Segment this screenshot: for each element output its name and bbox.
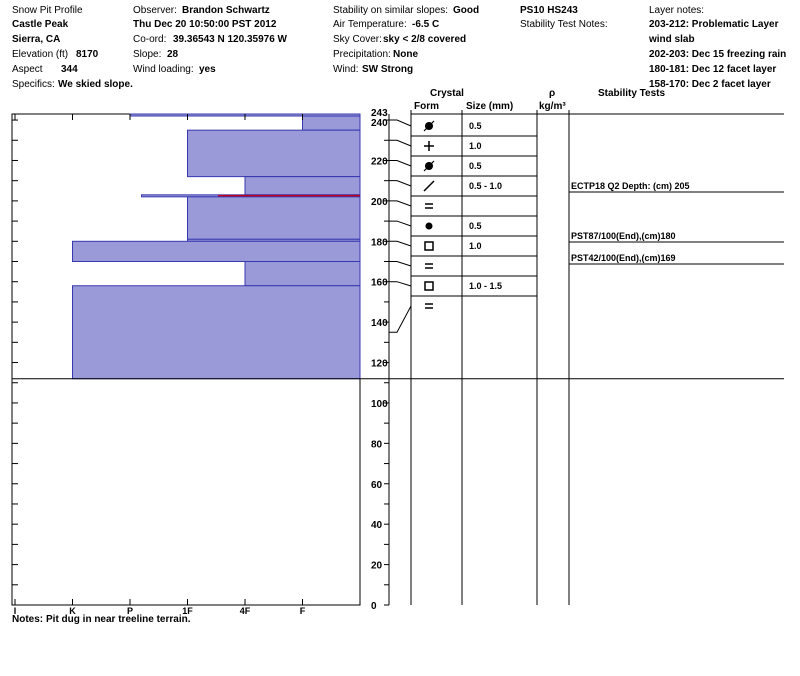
stability-test: ECTP18 Q2 Depth: (cm) 205: [571, 181, 690, 191]
coord-label: Co-ord:: [133, 34, 167, 45]
crystal-size: 1.0: [469, 241, 482, 251]
layer-note: 158-170: Dec 2 facet layer: [649, 79, 771, 90]
hardness-bar: [188, 130, 361, 176]
layer-connector: [389, 221, 411, 226]
depth-tick-label: 0: [371, 601, 377, 612]
air-temp-label: Air Temperature:: [333, 19, 407, 30]
layer-connector: [389, 160, 411, 166]
precip-value: None: [393, 49, 418, 60]
layer-note: 202-203: Dec 15 freezing rain: [649, 49, 787, 60]
hardness-tick-label: P: [126, 606, 134, 616]
stability-test-notes-label: Stability Test Notes:: [520, 19, 608, 30]
depth-tick-label: 243: [371, 108, 388, 119]
crystal-size: 0.5: [469, 161, 482, 171]
layer-note: 180-181: Dec 12 facet layer: [649, 64, 777, 75]
region: Sierra, CA: [12, 34, 61, 45]
hardness-tick-label: 1F: [182, 606, 193, 616]
stability-tests-header: Stability Tests: [598, 88, 666, 99]
crystal-size: 1.0: [469, 141, 482, 151]
dot-icon: [426, 223, 433, 230]
footer-notes: Pit dug in near treeline terrain.: [46, 614, 191, 625]
square-icon: [425, 282, 433, 290]
layer-connector: [389, 306, 411, 332]
hardness-tick-label: K: [69, 606, 76, 616]
wind-label: Wind:: [333, 64, 359, 75]
layer-connector: [389, 201, 411, 206]
stability-similar-label: Stability on similar slopes:: [333, 5, 449, 16]
crystal-header: Crystal: [430, 88, 464, 99]
wind-value: SW Strong: [362, 64, 414, 75]
location: Castle Peak: [12, 19, 69, 30]
depth-tick-label: 80: [371, 439, 383, 451]
precip-label: Precipitation:: [333, 49, 391, 60]
hardness-bar: [245, 262, 360, 286]
slope-value: 28: [167, 49, 179, 60]
aspect-value: 344: [61, 64, 78, 75]
depth-tick-label: 40: [371, 520, 383, 532]
stability-test: PST87/100(End),(cm)180: [571, 231, 676, 241]
ps-hs: PS10 HS243: [520, 5, 578, 16]
hardness-tick-label: I: [13, 606, 17, 616]
plus-icon: [424, 141, 434, 151]
size-header: Size (mm): [466, 101, 514, 112]
wind-loading-value: yes: [199, 64, 216, 75]
stability-test: PST42/100(End),(cm)169: [571, 253, 676, 263]
sky-cover-value: sky < 2/8 covered: [383, 34, 467, 45]
elevation-label: Elevation (ft): [12, 49, 69, 60]
crystal-size: 1.0 - 1.5: [469, 281, 503, 291]
specifics-value: We skied slope.: [58, 79, 133, 90]
date-time: Thu Dec 20 10:50:00 PST 2012: [133, 19, 277, 30]
hardness-bar: [73, 241, 361, 261]
slash-icon: [424, 181, 434, 191]
depth-tick-label: 100: [371, 398, 388, 410]
depth-tick-label: 200: [371, 196, 388, 208]
crystal-size: 0.5: [469, 221, 482, 231]
hardness-tick-label: F: [299, 606, 306, 616]
layer-connector: [389, 140, 411, 146]
layer-note: wind slab: [649, 34, 695, 45]
layer-connector: [389, 120, 411, 126]
layer-connector: [389, 241, 411, 246]
layer-connector: [389, 262, 411, 266]
depth-tick-label: 60: [371, 479, 383, 491]
layer-connector: [389, 282, 411, 286]
equals-icon: [425, 304, 433, 308]
depth-tick-label: 160: [371, 277, 388, 289]
profile-title: Snow Pit Profile: [12, 5, 83, 16]
hardness-bar: [188, 197, 361, 239]
elevation-value: 8170: [76, 49, 99, 60]
sky-cover-label: Sky Cover:: [333, 34, 382, 45]
equals-icon: [425, 264, 433, 268]
footer-notes-label: Notes:: [12, 614, 44, 625]
aspect-label: Aspect: [12, 64, 43, 75]
observer-value: Brandon Schwartz: [182, 5, 270, 16]
hardness-tick-label: 4F: [239, 606, 251, 616]
equals-icon: [425, 204, 433, 208]
layer-notes-label: Layer notes:: [649, 5, 705, 16]
layer-note: 203-212: Problematic Layer: [649, 19, 779, 30]
hardness-bar: [73, 286, 361, 379]
stability-similar-value: Good: [453, 5, 480, 16]
hardness-bar: [303, 116, 361, 130]
air-temp-value: -6.5 C: [412, 19, 440, 30]
rho-unit-header: kg/m³: [539, 101, 566, 112]
depth-tick-label: 20: [371, 560, 383, 572]
depth-tick-label: 220: [371, 156, 388, 168]
depth-tick-label: 240: [371, 118, 388, 130]
specifics-label: Specifics:: [12, 79, 55, 90]
crystal-size: 0.5: [469, 121, 482, 131]
layer-connector: [389, 181, 411, 186]
observer-label: Observer:: [133, 5, 177, 16]
hardness-bar: [245, 177, 360, 195]
crystal-size: 0.5 - 1.0: [469, 181, 503, 191]
rho-header: ρ: [549, 88, 556, 99]
depth-tick-label: 120: [371, 358, 388, 370]
square-icon: [425, 242, 433, 250]
coord-value: 39.36543 N 120.35976 W: [173, 34, 287, 45]
wind-loading-label: Wind loading:: [133, 64, 194, 75]
slope-label: Slope:: [133, 49, 162, 60]
depth-tick-label: 140: [371, 318, 388, 330]
depth-tick-label: 180: [371, 237, 388, 249]
form-header: Form: [414, 101, 439, 112]
